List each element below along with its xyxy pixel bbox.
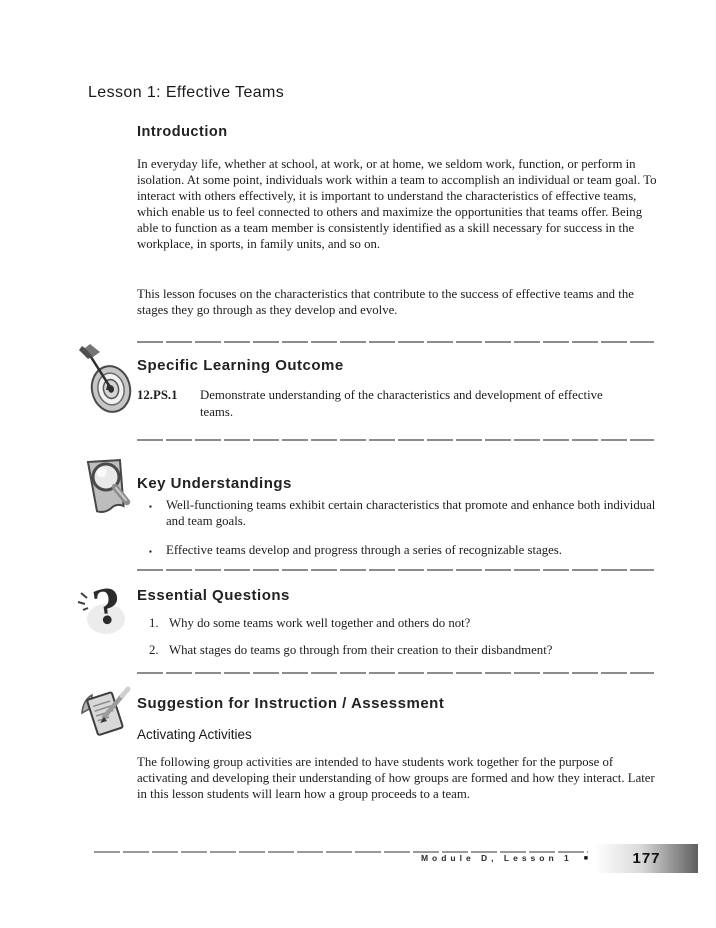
svg-text:?: ? (89, 578, 125, 638)
section-divider (137, 439, 654, 441)
footer (94, 843, 588, 873)
instruction-paragraph: The following group activities are intended to have students work together for the purpose of activating and developing their understanding of how groups are formed and how they interact. Later in this lesson students will learn how a group proceeds to a team. (137, 755, 655, 801)
bullet-square-icon: ▪ (149, 502, 152, 511)
learning-outcome-code: 12.PS.1 (137, 388, 178, 402)
bullet-text: Effective teams develop and progress through a series of recognizable stages. (166, 543, 562, 557)
magnifier-paper-icon (80, 452, 136, 520)
question-text: Why do some teams work well together and others do not? (169, 616, 471, 630)
bullet-square-icon: ▪ (149, 547, 152, 556)
introduction-paragraph-2: This lesson focuses on the characteristics that contribute to the success of effective teams and the stages they go through as they develop and evolve. (137, 287, 634, 317)
essential-questions-heading: Essential Questions (137, 587, 290, 604)
target-dart-icon (78, 344, 134, 416)
page-title: Lesson 1: Effective Teams (88, 84, 285, 101)
bullet-text: Well-functioning teams exhibit certain characteristics that promote and enhance both individual and team goals. (166, 498, 656, 528)
key-understandings-heading: Key Understandings (137, 475, 292, 492)
key-understandings-list (149, 497, 657, 573)
learning-outcome-heading: Specific Learning Outcome (137, 357, 344, 374)
section-divider (137, 672, 654, 674)
list-item (149, 542, 657, 560)
footer-module-label: Module D, Lesson 1 (420, 853, 573, 863)
list-item (149, 497, 657, 529)
question-text: What stages do teams go through from their creation to their disbandment? (169, 643, 553, 657)
introduction-heading: Introduction (137, 124, 228, 140)
list-item (149, 642, 657, 658)
question-mark-icon (73, 577, 131, 639)
section-divider (137, 569, 654, 571)
list-item (149, 615, 657, 631)
learning-outcome-item (137, 387, 637, 420)
page-number-box (595, 844, 698, 873)
notepad-pencil-icon (76, 683, 134, 745)
page-number: 177 (632, 850, 661, 867)
section-divider (137, 341, 654, 343)
instruction-heading: Suggestion for Instruction / Assessment (137, 695, 445, 712)
learning-outcome-description: Demonstrate understanding of the characteristics and development of effective teams. (200, 388, 603, 419)
activating-activities-subheading: Activating Activities (137, 727, 252, 742)
introduction-paragraph-1: In everyday life, whether at school, at work, or at home, we seldom work, function, or perform in isolation. At some point, individuals work within a team to accomplish an individual or team goal. To interact with others effectively, it is important to understand the characteristics of effective teams, which enable us to feel connected to others and maximize the opportunities that teams offer. Being able to function as a team member is consistently identified as a skill necessary for success in the workplace, in sports, in family units, and so on. (137, 157, 657, 251)
footer-square-icon: ■ (583, 853, 588, 862)
essential-questions-list (149, 615, 657, 669)
list-number: 1. (149, 616, 159, 630)
list-number: 2. (149, 643, 159, 657)
